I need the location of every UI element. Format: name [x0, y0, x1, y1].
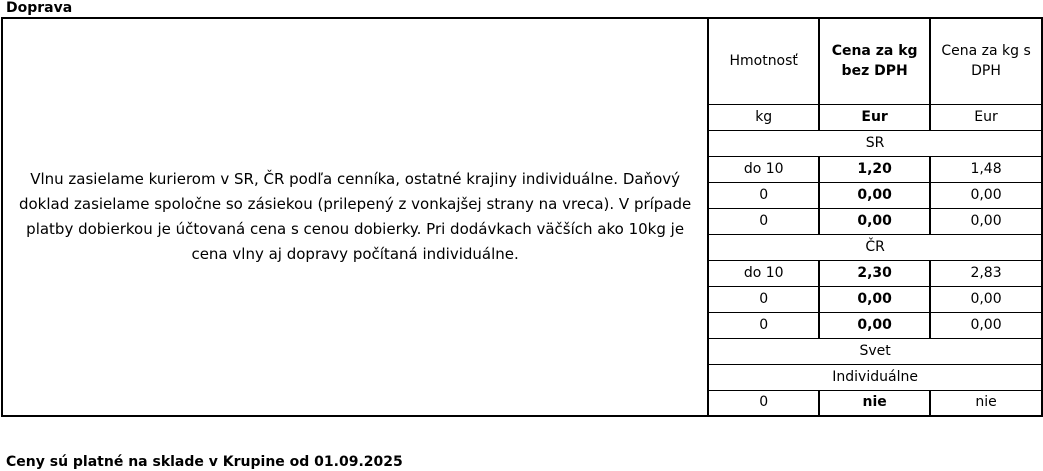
world-row-weight: 0 [708, 390, 819, 416]
cr-row-1-price-incl: 2,83 [930, 260, 1042, 286]
world-row-price-excl: nie [819, 390, 930, 416]
cr-row-2-weight: 0 [708, 286, 819, 312]
world-row-price-incl: nie [930, 390, 1042, 416]
cr-row-2-price-incl: 0,00 [930, 286, 1042, 312]
header-price-excl-vat: Cena za kg bez DPH [819, 18, 930, 104]
unit-price-excl-vat: Eur [819, 104, 930, 130]
cr-row-3-weight: 0 [708, 312, 819, 338]
cr-row-2-price-excl: 0,00 [819, 286, 930, 312]
sr-row-1-price-incl: 1,48 [930, 156, 1042, 182]
cr-row-3-price-excl: 0,00 [819, 312, 930, 338]
region-world-label: Svet [708, 338, 1042, 364]
sr-row-1-weight: do 10 [708, 156, 819, 182]
region-sr-label: SR [708, 130, 1042, 156]
unit-weight: kg [708, 104, 819, 130]
region-cr-label: ČR [708, 234, 1042, 260]
header-price-incl-vat: Cena za kg s DPH [930, 18, 1042, 104]
shipping-price-table [1, 17, 1043, 417]
price-validity-note: Ceny sú platné na sklade v Krupine od 01.09.2025 [6, 454, 403, 470]
section-title: Doprava [6, 0, 73, 16]
world-note: Individuálne [708, 364, 1042, 390]
sr-row-3-price-incl: 0,00 [930, 208, 1042, 234]
sr-row-2-price-incl: 0,00 [930, 182, 1042, 208]
sr-row-2-weight: 0 [708, 182, 819, 208]
unit-price-incl-vat: Eur [930, 104, 1042, 130]
cr-row-3-price-incl: 0,00 [930, 312, 1042, 338]
cr-row-1-price-excl: 2,30 [819, 260, 930, 286]
sr-row-3-price-excl: 0,00 [819, 208, 930, 234]
shipping-description: Vlnu zasielame kurierom v SR, ČR podľa cenníka, ostatné krajiny individuálne. Daňový doklad zasielame spoločne so zásiekou (prilepený z vonkajšej strany na vreca). V prípade platby dobierkou je účtovaná cena s cenou dobierky. Pri dodávkach väčších ako 10kg je cena vlny aj dopravy počítaná individuálne. [2, 18, 708, 416]
cr-row-1-weight: do 10 [708, 260, 819, 286]
sr-row-2-price-excl: 0,00 [819, 182, 930, 208]
sr-row-1-price-excl: 1,20 [819, 156, 930, 182]
header-weight: Hmotnosť [708, 18, 819, 104]
sr-row-3-weight: 0 [708, 208, 819, 234]
